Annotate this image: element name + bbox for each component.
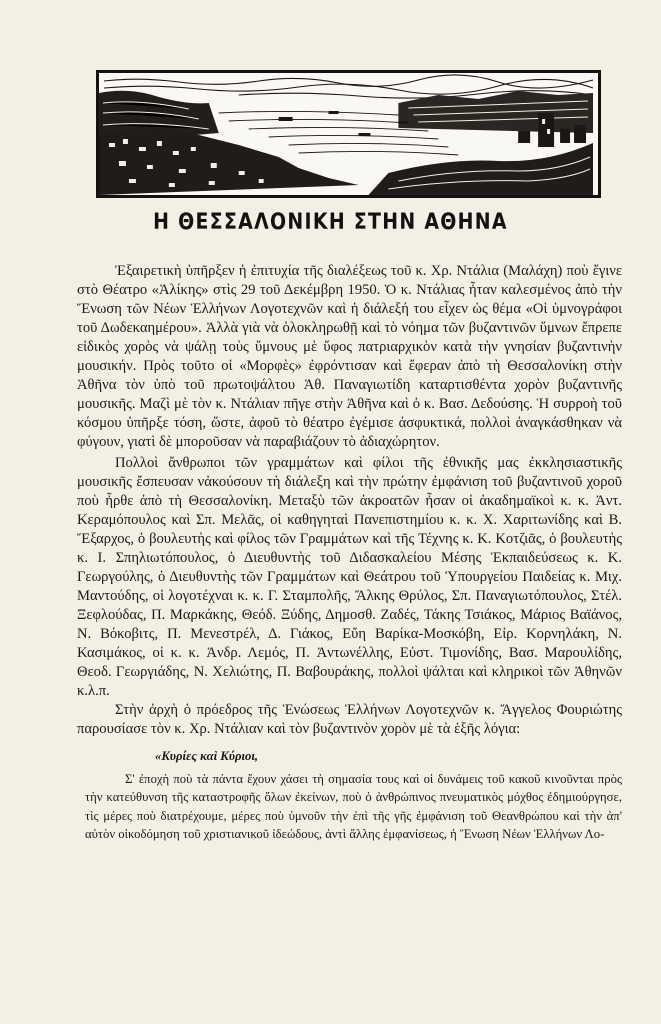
article-body bbox=[77, 262, 622, 844]
paragraph-1: Ἐξαιρετικὴ ὑπῆρξεν ἡ ἐπιτυχία τῆς διαλέξεως τοῦ κ. Χρ. Ντάλια (Μαλάχη) ποὺ ἔγινε στὸ Θέατρο «Ἀλίκης» στὶς 29 τοῦ Δεκέμβρη 1950. Ὁ κ. Ντάλιας ἦταν καλεσμένος ἀπὸ τὴν Ἕνωση τῶν Νέων Ἑλλήνων Λογοτεχνῶν καὶ ἡ διάλεξή του εἶχεν ὡς θέμα «Οἱ ὑμνογράφοι τοῦ Δωδεκαημέρου». Ἀλλὰ γιὰ νὰ ὁλοκληρωθῇ καὶ τὸ νόημα τῶν βυζαντινῶν ὕμνων ἔπρεπε εἰδικὸς χορὸς νὰ ψάλῃ τοὺς ὕμνους μὲ ὕφος πατριαρχικὸν κατὰ τὴν γνησίαν βυζαντινὴν μουσικήν. Πρὸς τοῦτο οἱ «Μορφὲς» ἐφρόντισαν καὶ ἔφεραν ἀπὸ τὴ Θεσσαλονίκη στὴν Ἀθῆνα τὸν ὑπὸ τοῦ πρωτοψάλτου Ἀθ. Παναγιωτίδη καταρτισθέντα χορὸν βυζαντινῆς μουσικῆς. Μαζὶ μὲ τὸν κ. Ντάλιαν πῆγε στὴν Ἀθῆνα καὶ ὁ κ. Βασ. Δεδούσης. Ἡ συρροὴ τοῦ κόσμου ὑπῆρξε τόση, ὥστε, ἀφοῦ τὸ θέατρο ἐγέμισε ἀσφυκτικά, πολλοὶ ἀναγκάσθηκαν νὰ φύγουν, γιατὶ δὲ μποροῦσαν νὰ παραβιάζουν τὸ ἀδιαχώρητον. bbox=[77, 263, 622, 450]
paragraph-2: Πολλοὶ ἄνθρωποι τῶν γραμμάτων καὶ φίλοι τῆς ἐθνικῆς μας ἐκκλησιαστικῆς μουσικῆς ἔσπευσαν νἀκούσουν τὴ διάλεξη καὶ τὴν πρώτην ἐμφάνιση τοῦ βυζαντινοῦ χοροῦ ποὺ ἦρθε ἀπὸ τὴ Θεσσαλονίκη. Μεταξὺ τῶν ἀκροατῶν ἦσαν οἱ ἀκαδημαϊκοὶ κ. κ. Ἀντ. Κεραμόπουλος καὶ Σπ. Μελᾶς, οἱ καθηγηταὶ Πανεπιστημίου κ. κ. Χ. Χαριτωνίδης καὶ Β. Ἔξαρχος, ὁ βουλευτὴς καὶ φίλος τῶν Γραμμάτων καὶ τῆς Τέχνης κ. Κ. Κοτζιᾶς, ὁ βουλευτὴς κ. Ι. Σπηλιωτόπουλος, ὁ Διευθυντὴς τοῦ Διδασκαλείου Μέσης Ἐκπαιδεύσεως κ. Κ. Γεωργούλης, ὁ Διευθυντὴς τῶν Γραμμάτων καὶ Θεάτρου τοῦ Ὑπουργείου Παιδείας κ. Μιχ. Μαντούδης, οἱ λογοτέχναι κ. κ. Γ. Σταμπολῆς, Ἄλκης Θρύλος, Σπ. Παναγιωτόπουλος, Στέλ. Ξεφλούδας, Π. Μαρκάκης, Θεόδ. Ξύδης, Δημοσθ. Ζαδές, Τάκης Τσιάκος, Μάριος Βαϊάνος, Ν. Βόκοβιτς, Π. Μενεστρέλ, Δ. Γιάκος, Εὔη Βαρίκα-Μοσκόβη, Εἰρ. Κορνηλάκη, Ν. Κασιμάκος, οἱ κ. κ. Ἀνδρ. Λεμός, Π. Ἀντωνέλλης, Εὐστ. Τιμονίδης, Βασ. Μαρουλίδης, Θεοδ. Γεωργιάδης, Ν. Χελιώτης, Π. Βαβουράκης, πολλοὶ ψάλται καὶ κληρικοὶ τῶν Ἀθηνῶν κ.λ.π. bbox=[77, 455, 622, 699]
speech-text: Σ' ἐποχὴ ποὺ τὰ πάντα ἔχουν χάσει τὴ σημασία τους καὶ οἱ δυνάμεις τοῦ κακοῦ κινοῦνται πρὸς τὴν κατεύθυνση τῆς καταστροφῆς ὅλων ἐκείνων, ποὺ ὁ ἀνθρώπινος πνευματικὸς μόχθος ἐδημιούργησε, τὶς μέρες ποὺ διατρέχουμε, μέρες ποὺ ὑμνοῦν τὴν ἐπὶ τῆς γῆς ἐμφάνιση τοῦ Θεανθρώπου καὶ τὴν ἀπ' αὐτὸν οἰκοδόμηση τοῦ χριστιανικοῦ ἰδεώδους, ἀντὶ ἄλλης ἐμφανίσεως, ἡ Ἕνωση Νέων Ἑλλήνων Λο- bbox=[85, 771, 622, 842]
speech-quote bbox=[77, 747, 622, 844]
harbour-landscape-woodcut bbox=[96, 70, 601, 198]
paragraph-3: Στὴν ἀρχὴ ὁ πρόεδρος τῆς Ἑνώσεως Ἑλλήνων Λογοτεχνῶν κ. Ἄγγελος Φουριώτης παρουσίασε τὸν κ. Χρ. Ντάλιαν καὶ τὸν βυζαντινὸν χορὸν μὲ τὰ ἑξῆς λόγια: bbox=[77, 702, 622, 737]
article-title: Η ΘΕΣΣΑΛΟΝΙΚΗ ΣΤΗΝ ΑΘΗΝΑ bbox=[153, 210, 508, 235]
woodcut-illustration bbox=[99, 73, 598, 195]
speech-salutation: «Κυρίες καὶ Κύριοι, bbox=[155, 749, 259, 763]
